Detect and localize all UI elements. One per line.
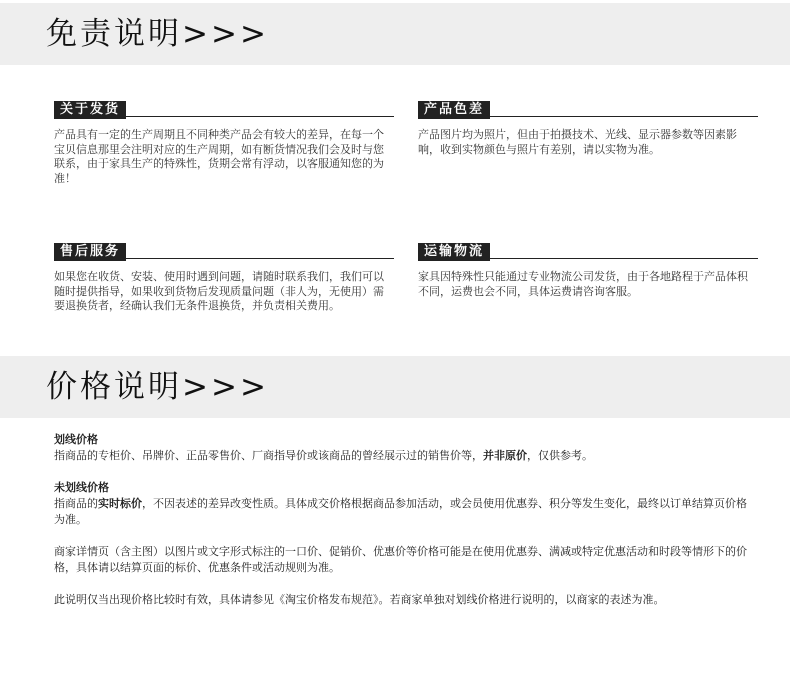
section-text-after-sales: 如果您在收货、安装、使用时遇到问题，请随时联系我们，我们可以随时提供指导，如果收到货物后发现质量问题（非人为，无使用）需要退换货者，经确认我们无条件退换货，并负责相关费用。 <box>54 270 384 312</box>
section-logistics <box>418 240 758 299</box>
uncrossed-price-text: 指商品的实时标价，不因表述的差异改变性质。具体成交价格根据商品参加活动，或会员使用优惠券、积分等发生变化，最终以订单结算页价格为准。 <box>54 497 747 526</box>
pricing-note-text: 此说明仅当出现价格比较时有效，具体请参见《淘宝价格发布规范》。若商家单独对划线价格进行说明的，以商家的表述为准。 <box>54 593 665 606</box>
disclaimer-banner <box>0 3 790 65</box>
pricing-title: 价格说明>>> <box>46 369 269 405</box>
section-shipping <box>54 98 394 186</box>
section-text-shipping: 产品具有一定的生产周期且不同种类产品会有较大的差异，在每一个宝贝信息那里会注明对应的生产周期，如有断货情况我们会及时与您联系，由于家具生产的特殊性，货期会常有浮动，以客服通知您的为准！ <box>54 128 384 185</box>
pricing-note-block <box>54 592 754 608</box>
section-tag-logistics: 运输物流 <box>418 243 490 261</box>
section-text-color-difference: 产品图片均为照片，但由于拍摄技术、光线、显示器参数等因素影响，收到实物颜色与照片有差别，请以实物为准。 <box>418 128 737 156</box>
pricing-content <box>54 432 754 624</box>
uncrossed-price-block <box>54 480 754 528</box>
crossed-price-text: 指商品的专柜价、吊牌价、正品零售价、厂商指导价或该商品的曾经展示过的销售价等，并非原价，仅供参考。 <box>54 449 593 462</box>
pricing-banner <box>0 356 790 418</box>
uncrossed-price-heading: 未划线价格 <box>54 481 109 494</box>
section-tag-after-sales: 售后服务 <box>54 243 126 261</box>
section-tag-color-difference: 产品色差 <box>418 101 490 119</box>
detail-page-price-block <box>54 544 754 576</box>
crossed-price-block <box>54 432 754 464</box>
section-after-sales <box>54 240 394 314</box>
section-text-logistics: 家具因特殊性只能通过专业物流公司发货，由于各地路程于产品体积不同，运费也会不同，具体运费请咨询客服。 <box>418 270 748 298</box>
section-color-difference <box>418 98 758 157</box>
detail-page-price-text: 商家详情页（含主图）以图片或文字形式标注的一口价、促销价、优惠价等价格可能是在使用优惠券、满减或特定优惠活动和时段等情形下的价格，具体请以结算页面的标价、优惠条件或活动规则为准。 <box>54 545 747 574</box>
section-tag-shipping: 关于发货 <box>54 101 126 119</box>
crossed-price-heading: 划线价格 <box>54 433 98 446</box>
disclaimer-title: 免责说明>>> <box>46 16 269 52</box>
